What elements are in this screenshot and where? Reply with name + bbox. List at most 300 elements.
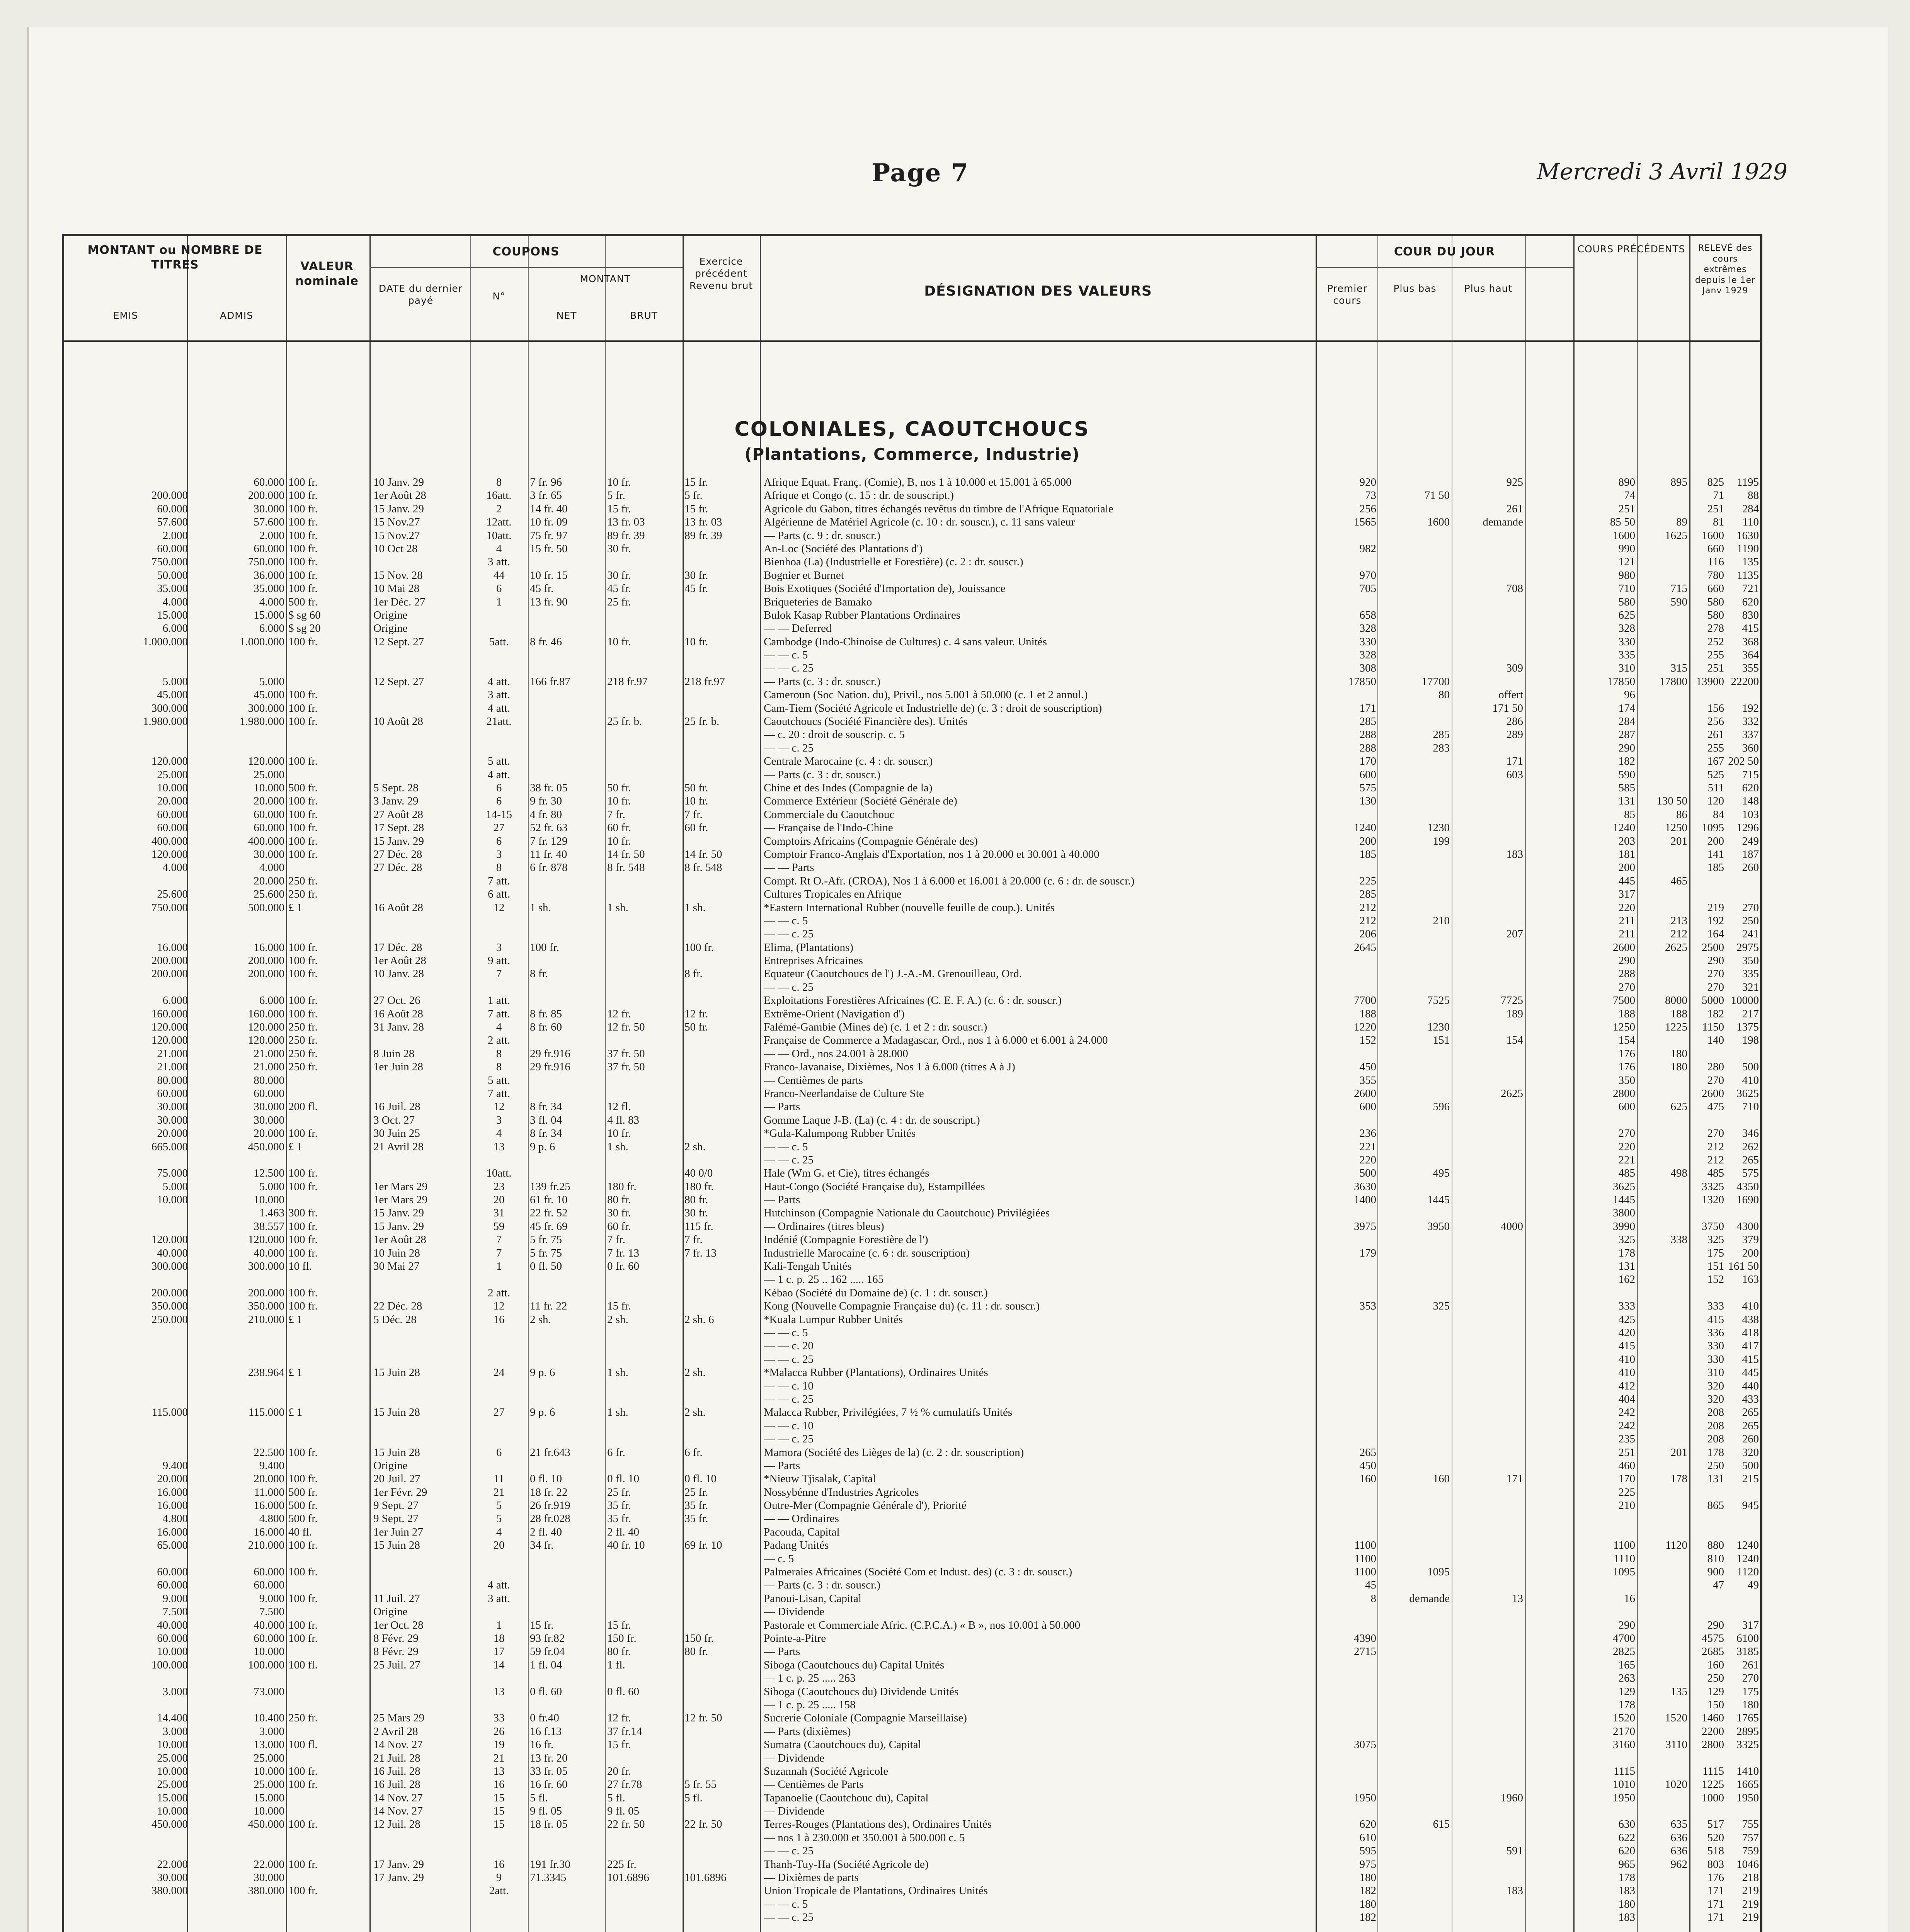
cell-nom: 100 fr. (288, 1180, 318, 1193)
cell-cb: 1110 (1614, 1552, 1635, 1565)
cell-rb: 250 (1707, 1672, 1724, 1685)
cell-brut: 2 fl. 40 (607, 1526, 639, 1538)
cell-pb: 17700 (1421, 675, 1450, 688)
cell-admis: 60.000 (254, 808, 284, 821)
cell-cb: 2600 (1613, 941, 1635, 954)
cell-pc: 450 (1359, 1061, 1376, 1073)
table-row (64, 1047, 1760, 1060)
cell-cb: 1095 (1613, 1566, 1635, 1578)
cell-rb: 255 (1707, 742, 1724, 754)
cell-admis: 35.000 (254, 582, 284, 595)
cell-ex: 15 fr. (684, 476, 708, 488)
cell-rh: 261 (1742, 1658, 1759, 1671)
cell-admis: 25.000 (254, 1778, 284, 1791)
table-row (64, 794, 1760, 808)
cell-rh: 200 (1742, 1247, 1759, 1259)
cell-pc: 1950 (1354, 1791, 1376, 1804)
header-plus-haut: Plus haut (1464, 283, 1513, 294)
table-row (64, 1167, 1760, 1180)
cell-ch: 895 (1670, 476, 1687, 488)
cell-admis: 1.000.000 (240, 635, 284, 648)
cell-rh: 2895 (1736, 1725, 1759, 1738)
cell-date: 15 Janv. 29 (373, 835, 424, 847)
cell-brut: 5 fr. (607, 489, 625, 502)
cell-admis: 380.000 (248, 1884, 284, 1897)
cell-pc: 1100 (1354, 1552, 1376, 1565)
cell-no: 27 (493, 821, 505, 834)
cell-cb: 85 (1624, 808, 1635, 821)
cell-rb: 3750 (1702, 1220, 1724, 1233)
cell-nom: 100 fr. (288, 635, 318, 648)
cell-date: 8 Févr. 29 (373, 1645, 419, 1658)
header-coupons: COUPONS (492, 245, 560, 259)
cell-des: Pacouda, Capital (764, 1526, 840, 1538)
cell-no: 3 (496, 1114, 502, 1126)
cell-net: 8 fr. (530, 968, 548, 980)
cell-no: 1 (496, 1619, 502, 1631)
table-row (64, 622, 1760, 635)
cell-des: Hutchinson (Compagnie Nationale du Caoutchouc) Privilégiées (764, 1207, 1050, 1219)
cell-date: 15 Janv. 29 (373, 1207, 424, 1219)
cell-admis: 10.000 (254, 1194, 284, 1206)
cell-net: 8 fr. 60 (530, 1021, 562, 1034)
cell-rh: 265 (1742, 1153, 1759, 1166)
cell-emis: 25.000 (157, 1778, 188, 1791)
cell-cb: 263 (1618, 1672, 1635, 1685)
cell-date: 30 Juin 25 (373, 1127, 420, 1140)
cell-des: — Parts (c. 3 : dr. souscr.) (764, 1579, 881, 1592)
cell-rb: 4575 (1702, 1632, 1724, 1645)
table-row (64, 994, 1760, 1007)
cell-date: 16 Août 28 (373, 901, 423, 914)
cell-date: 16 Juil. 28 (373, 1100, 420, 1113)
table-row (64, 1911, 1760, 1924)
cell-nom: 100 fr. (288, 1300, 318, 1313)
cell-pb: 7525 (1427, 994, 1450, 1007)
cell-nom: 100 fr. (288, 502, 318, 515)
cell-nom: 100 fr. (288, 755, 318, 768)
cell-des: Panoui-Lisan, Capital (764, 1592, 861, 1605)
cell-ch: 17800 (1659, 675, 1687, 688)
cell-rh: 3325 (1736, 1738, 1759, 1751)
cell-ex: 218 fr.97 (684, 675, 725, 688)
cell-no: 4 (496, 1127, 502, 1140)
cell-cb: 288 (1618, 968, 1635, 980)
cell-des: — Parts (c. 9 : dr. souscr.) (764, 529, 881, 542)
cell-cb: 2825 (1613, 1645, 1635, 1658)
cell-des: Padang Unités (764, 1539, 829, 1552)
cell-rb: 5000 (1702, 994, 1724, 1007)
cell-cb: 211 (1619, 928, 1635, 940)
cell-emis: 120.000 (151, 848, 188, 861)
cell-brut: 25 fr. (607, 595, 631, 608)
cell-pb: 210 (1433, 914, 1450, 927)
cell-rh: 192 (1742, 702, 1759, 714)
cell-cb: 1250 (1613, 1021, 1635, 1034)
cell-emis: 60.000 (157, 542, 188, 555)
cell-des: Agricole du Gabon, titres échangés revêtus du timbre de l'Afrique Equatoriale (764, 502, 1113, 515)
table-row (64, 1220, 1760, 1233)
cell-brut: 12 fr. (607, 1007, 631, 1020)
table-row (64, 688, 1760, 701)
cell-emis: 25.000 (157, 1752, 188, 1764)
cell-emis: 16.000 (157, 1526, 188, 1538)
cell-pc: 221 (1359, 1140, 1376, 1153)
cell-ph: 925 (1506, 476, 1523, 488)
cell-rh: 1240 (1736, 1539, 1759, 1552)
cell-cb: 235 (1618, 1433, 1635, 1446)
cell-rh: 175 (1742, 1685, 1759, 1698)
cell-brut: 40 fr. 10 (607, 1539, 645, 1552)
cell-no: 15 (493, 1818, 505, 1831)
table-row (64, 1247, 1760, 1260)
cell-date: 10 Août 28 (373, 715, 423, 728)
cell-rb: 176 (1707, 1871, 1724, 1884)
cell-brut: 2 sh. (607, 1313, 628, 1326)
cell-no: 16 (493, 1778, 505, 1791)
cell-date: 5 Sept. 28 (373, 781, 419, 794)
cell-rb: 660 (1707, 542, 1724, 555)
cell-admis: 16.000 (254, 941, 284, 954)
cell-ch: 201 (1670, 1446, 1687, 1459)
cell-cb: 585 (1618, 781, 1635, 794)
cell-cb: 980 (1618, 569, 1635, 582)
table-row (64, 1526, 1760, 1539)
cell-des: — c. 20 : droit de souscrip. c. 5 (764, 728, 905, 741)
cell-date: 27 Oct. 26 (373, 994, 420, 1007)
cell-date: 1er Juin 27 (373, 1526, 423, 1538)
cell-admis: 20.000 (254, 1127, 284, 1140)
cell-rb: 1225 (1702, 1778, 1724, 1791)
cell-des: Franco-Neerlandaise de Culture Ste (764, 1087, 924, 1100)
cell-nom: 250 fr. (288, 1047, 318, 1060)
cell-des: Briqueteries de Bamako (764, 595, 872, 608)
cell-cb: 622 (1618, 1831, 1635, 1844)
table-row (64, 715, 1760, 728)
cell-no: 10att. (486, 1167, 512, 1180)
cell-brut: 7 fr. (607, 808, 625, 821)
cell-des: Kébao (Société du Domaine de) (c. 1 : dr. souscr.) (764, 1286, 988, 1299)
cell-rb: 156 (1707, 702, 1724, 714)
cell-brut: 8 fr. 548 (607, 861, 645, 874)
cell-des: Gomme Laque J-B. (La) (c. 4 : dr. de souscript.) (764, 1114, 980, 1126)
cell-emis: 9.400 (162, 1459, 188, 1472)
cell-rh: 1375 (1736, 1021, 1759, 1034)
cell-des: Equateur (Caoutchoucs de l') J.-A.-M. Grenouilleau, Ord. (764, 968, 1022, 980)
cell-ex: 69 fr. 10 (684, 1539, 722, 1552)
cell-des: — Dividende (764, 1752, 825, 1764)
cell-pc: 206 (1359, 928, 1376, 940)
cell-ch: 1225 (1665, 1021, 1687, 1034)
cell-no: 21att. (486, 715, 512, 728)
cell-net: 22 fr. 52 (530, 1207, 568, 1219)
cell-des: — — c. 25 (764, 981, 814, 993)
cell-pc: 285 (1359, 888, 1376, 901)
cell-no: 13 (493, 1140, 505, 1153)
table-row (64, 1406, 1760, 1419)
cell-nom: 100 fr. (288, 1592, 318, 1605)
cell-emis: 10.000 (157, 1805, 188, 1818)
cell-rb: 415 (1707, 1313, 1724, 1326)
cell-des: Commerciale du Caoutchouc (764, 808, 895, 821)
cell-des: Indénié (Compagnie Forestière de l') (764, 1233, 928, 1246)
cell-nom: 100 fr. (288, 821, 318, 834)
cell-net: 3 fr. 65 (530, 489, 562, 502)
cell-date: 9 Sept. 27 (373, 1499, 419, 1512)
cell-des: — — c. 25 (764, 1911, 814, 1924)
table-row (64, 529, 1760, 542)
cell-nom: 250 fr. (288, 1034, 318, 1047)
cell-cb: 420 (1618, 1327, 1635, 1339)
cell-admis: 25.000 (254, 768, 284, 781)
cell-des: Centrale Marocaine (c. 4 : dr. souscr.) (764, 755, 933, 768)
cell-des: Palmeraies Africaines (Société Com et Indust. des) (c. 3 : dr. souscr.) (764, 1566, 1072, 1578)
cell-admis: 15.000 (254, 609, 284, 621)
cell-nom: 250 fr. (288, 1021, 318, 1034)
cell-cb: 325 (1618, 1233, 1635, 1246)
cell-net: 71.3345 (530, 1871, 567, 1884)
cell-nom: £ 1 (288, 1140, 303, 1153)
cell-des: An-Loc (Société des Plantations d') (764, 542, 923, 555)
cell-des: *Kuala Lumpur Rubber Unités (764, 1313, 903, 1326)
cell-pc: 1400 (1354, 1194, 1376, 1206)
page-number: Page 7 (872, 158, 969, 187)
cell-brut: 60 fr. (607, 821, 631, 834)
cell-rb: 290 (1707, 1619, 1724, 1631)
cell-brut: 7 fr. (607, 1233, 625, 1246)
cell-no: 3 att. (488, 1592, 510, 1605)
cell-pc: 170 (1359, 755, 1376, 768)
cell-no: 21 (493, 1486, 505, 1498)
cell-admis: 120.000 (248, 1233, 284, 1246)
cell-ch: 178 (1670, 1473, 1687, 1485)
cell-rb: 256 (1707, 715, 1724, 728)
cell-admis: 7.500 (259, 1605, 284, 1618)
cell-rh: 438 (1742, 1313, 1759, 1326)
cell-net: 10 fr. 09 (530, 516, 568, 529)
cell-ex: 5 fr. 55 (684, 1778, 717, 1791)
table-row (64, 1698, 1760, 1711)
cell-no: 5 att. (488, 1074, 510, 1087)
cell-pb: 199 (1433, 835, 1450, 847)
cell-rh: 284 (1742, 502, 1759, 515)
cell-rb: 2800 (1702, 1738, 1724, 1751)
cell-cb: 176 (1618, 1061, 1635, 1073)
cell-cb: 290 (1618, 742, 1635, 754)
cell-net: 0 fr.40 (530, 1712, 559, 1725)
cell-ch: 338 (1670, 1233, 1687, 1246)
cell-ex: 10 fr. (684, 635, 708, 648)
cell-rb: 219 (1707, 901, 1724, 914)
cell-admis: 4.000 (259, 595, 284, 608)
cell-rb: 175 (1707, 1247, 1724, 1259)
cell-des: Exploitations Forestières Africaines (C. E. F. A.) (c. 6 : dr. souscr.) (764, 994, 1062, 1007)
cell-rh: 417 (1742, 1340, 1759, 1352)
cell-no: 16att. (486, 489, 512, 502)
cell-pc: 160 (1359, 1473, 1376, 1485)
cell-emis: 6.000 (162, 994, 188, 1007)
cell-ch: 180 (1670, 1061, 1687, 1073)
cell-rh: 219 (1742, 1884, 1759, 1897)
cell-admis: 25.600 (254, 888, 284, 901)
cell-ph: 171 (1506, 1473, 1523, 1485)
cell-no: 7 att. (488, 1007, 510, 1020)
cell-date: Origine (373, 1605, 408, 1618)
cell-rb: 330 (1707, 1340, 1724, 1352)
cell-rb: 151 (1707, 1260, 1724, 1273)
cell-admis: 210.000 (248, 1313, 284, 1326)
cell-brut: 15 fr. (607, 502, 631, 515)
cell-admis: 60.000 (254, 476, 284, 488)
cell-des: — Ordinaires (titres bleus) (764, 1220, 884, 1233)
cell-des: — Centièmes de parts (764, 1074, 863, 1087)
cell-ex: 5 fr. (684, 489, 703, 502)
cell-emis: 3.000 (162, 1725, 188, 1738)
cell-cb: 210 (1618, 1499, 1635, 1512)
cell-ph: 603 (1506, 768, 1523, 781)
cell-brut: 30 fr. (607, 1207, 631, 1219)
cell-rb: 2685 (1702, 1645, 1724, 1658)
cell-des: *Gula-Kalumpong Rubber Unités (764, 1127, 916, 1140)
cell-des: Malacca Rubber, Privilégiées, 7 ½ % cumulatifs Unités (764, 1406, 1013, 1419)
cell-emis: 65.000 (157, 1539, 188, 1552)
cell-cb: 335 (1618, 649, 1635, 662)
cell-admis: 16.000 (254, 1499, 284, 1512)
cell-rb: 160 (1707, 1658, 1724, 1671)
cell-cb: 2170 (1613, 1725, 1635, 1738)
cell-rh: 260 (1742, 1433, 1759, 1446)
cell-rh: 270 (1742, 1672, 1759, 1685)
cell-des: — — c. 25 (764, 662, 814, 675)
header-valeur: VALEUR nominale (295, 260, 359, 288)
cell-nom: 100 fr. (288, 569, 318, 582)
cell-nom: £ 1 (288, 1406, 303, 1419)
cell-emis: 5.000 (162, 675, 188, 688)
cell-rb: 164 (1707, 928, 1724, 940)
cell-net: 45 fr. 69 (530, 1220, 568, 1233)
cell-des: Haut-Congo (Société Française du), Estampillées (764, 1180, 985, 1193)
cell-ch: 635 (1670, 1818, 1687, 1831)
cell-rb: 208 (1707, 1433, 1724, 1446)
newspaper-page (27, 27, 1888, 1932)
cell-brut: 27 fr.78 (607, 1778, 642, 1791)
cell-ex: 35 fr. (684, 1512, 708, 1525)
cell-cb: 174 (1618, 702, 1635, 714)
table-row (64, 1326, 1760, 1339)
cell-no: 6 (496, 795, 502, 808)
cell-no: 18 (493, 1632, 505, 1645)
cell-des: — — c. 25 (764, 1393, 814, 1405)
cell-admis: 13.000 (254, 1738, 284, 1751)
cell-des: *Malacca Rubber (Plantations), Ordinaires Unités (764, 1366, 988, 1379)
cell-cb: 1240 (1613, 821, 1635, 834)
cell-ph: demande (1483, 516, 1523, 529)
cell-des: — — c. 20 (764, 1340, 814, 1352)
cell-emis: 60.000 (157, 1632, 188, 1645)
cell-no: 6 (496, 781, 502, 794)
cell-pc: 180 (1359, 1898, 1376, 1910)
cell-cb: 590 (1618, 768, 1635, 781)
cell-rb: 660 (1707, 582, 1724, 595)
cell-ch: 188 (1670, 1007, 1687, 1020)
cell-des: — Parts (c. 3 : dr. souscr.) (764, 768, 881, 781)
cell-des: — Parts (764, 1645, 800, 1658)
cell-rh: 10000 (1731, 994, 1759, 1007)
table-row (64, 1353, 1760, 1366)
cell-admis: 21.000 (254, 1047, 284, 1060)
cell-cb: 251 (1618, 502, 1635, 515)
cell-des: — — Ordinaires (764, 1512, 839, 1525)
cell-cb: 460 (1618, 1459, 1635, 1472)
cell-cb: 1010 (1613, 1778, 1635, 1791)
cell-admis: 450.000 (248, 1140, 284, 1153)
cell-date: 1er Oct. 28 (373, 1619, 424, 1631)
table-row (64, 1871, 1760, 1884)
cell-no: 20 (493, 1539, 505, 1552)
cell-rh: 250 (1742, 914, 1759, 927)
table-row (64, 1393, 1760, 1406)
cell-ph: 289 (1506, 728, 1523, 741)
cell-pc: 3630 (1354, 1180, 1376, 1193)
table-row (64, 662, 1760, 675)
cell-rh: 22200 (1731, 675, 1759, 688)
cell-date: 17 Janv. 29 (373, 1871, 424, 1884)
cell-des: Bois Exotiques (Société d'Importation de), Jouissance (764, 582, 1006, 595)
cell-rb: 3325 (1702, 1180, 1724, 1193)
cell-pc: 200 (1359, 835, 1376, 847)
cell-rb: 880 (1707, 1539, 1724, 1552)
cell-rb: 336 (1707, 1327, 1724, 1339)
cell-pc: 1565 (1354, 516, 1376, 529)
cell-no: 23 (493, 1180, 505, 1193)
cell-nom: 100 fr. (288, 689, 318, 701)
cell-date: 15 Juin 28 (373, 1406, 420, 1419)
cell-date: 30 Mai 27 (373, 1260, 420, 1273)
cell-rb: 511 (1707, 781, 1724, 794)
cell-net: 5 fr. 75 (530, 1247, 562, 1259)
cell-cb: 330 (1618, 635, 1635, 648)
cell-rh: 1120 (1737, 1566, 1759, 1578)
table-row (64, 1804, 1760, 1818)
cell-emis: 10.000 (157, 1738, 188, 1751)
cell-des: Hale (Wm G. et Cie), titres échangés (764, 1167, 929, 1180)
cell-rb: 333 (1707, 1300, 1724, 1313)
cell-rh: 103 (1742, 808, 1759, 821)
cell-cb: 178 (1618, 1871, 1635, 1884)
cell-date: 27 Déc. 28 (373, 848, 422, 861)
table-row (64, 768, 1760, 781)
cell-date: 27 Déc. 28 (373, 861, 422, 874)
cell-no: 2 att. (488, 1286, 510, 1299)
cell-admis: 20.000 (254, 795, 284, 808)
cell-cb: 129 (1618, 1685, 1635, 1698)
cell-cb: 890 (1618, 476, 1635, 488)
cell-rh: 110 (1742, 516, 1759, 529)
cell-admis: 57.600 (254, 516, 284, 529)
cell-brut: 22 fr. 50 (607, 1818, 645, 1831)
cell-nom: 100 fr. (288, 1539, 318, 1552)
cell-des: Extrême-Orient (Navigation d') (764, 1007, 905, 1020)
cell-des: — — c. 25 (764, 1153, 814, 1166)
cell-rb: 320 (1707, 1393, 1724, 1405)
cell-emis: 16.000 (157, 1499, 188, 1512)
table-row (64, 1379, 1760, 1393)
cell-net: 1 sh. (530, 901, 551, 914)
cell-ex: 25 fr. (684, 1486, 708, 1498)
cell-pc: 256 (1359, 502, 1376, 515)
cell-rb: 803 (1707, 1858, 1724, 1871)
table-row (64, 1898, 1760, 1911)
